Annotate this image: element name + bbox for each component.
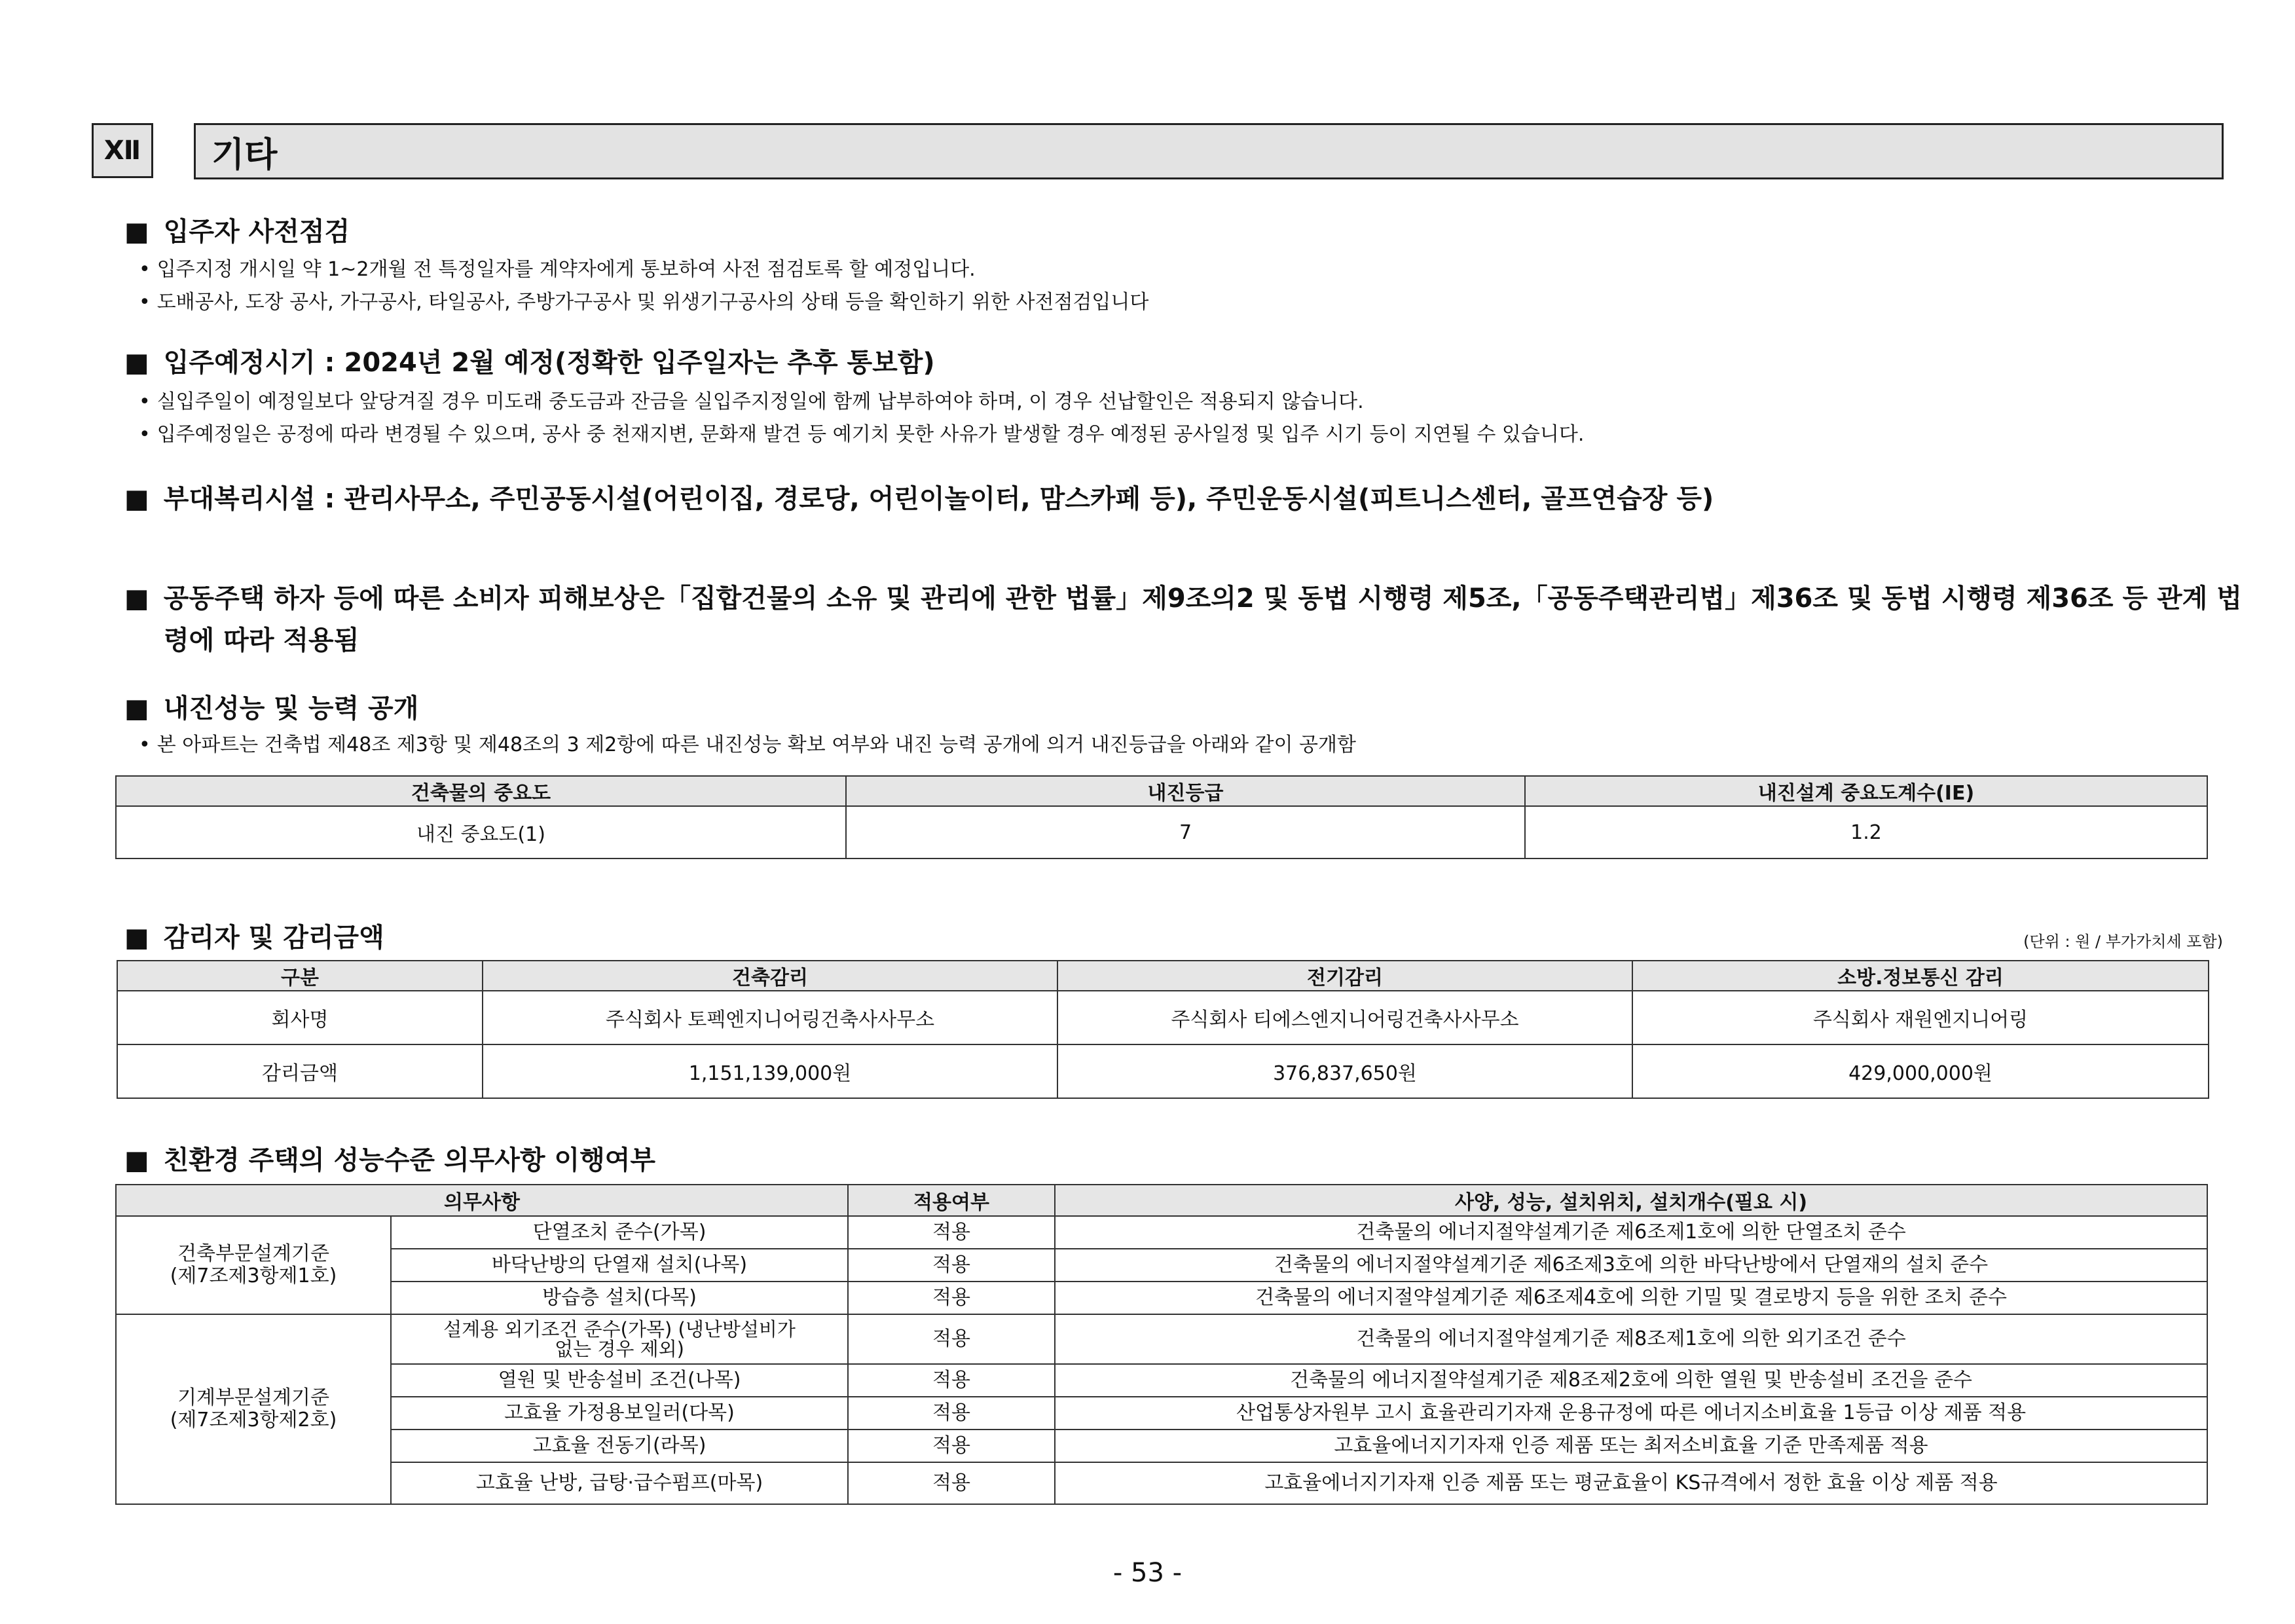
cell-line: 없는 경우 제외)	[555, 1338, 684, 1360]
table-header: 소방.정보통신 감리	[1632, 961, 2209, 991]
square-bullet-icon: ■	[124, 217, 149, 247]
table-header: 건축물의 중요도	[116, 776, 846, 806]
table-cell: 주식회사 토펙엔지니어링건축사사무소	[483, 991, 1057, 1044]
cell-line: 설계용 외기조건 준수(가목) (냉난방설비가	[443, 1318, 796, 1340]
heading-text: 입주자 사전점검	[163, 217, 350, 247]
chapter-number: Ⅻ	[92, 123, 153, 178]
section-heading-eco	[124, 1139, 655, 1181]
table-cell: 1,151,139,000원	[483, 1044, 1057, 1098]
table-cell: 429,000,000원	[1632, 1044, 2209, 1098]
seismic-table	[115, 775, 2208, 859]
group-label-line: (제7조제3항제1호)	[170, 1264, 337, 1287]
chapter-title: 기타	[194, 123, 2224, 179]
section-heading-supervisor	[124, 917, 384, 959]
square-bullet-icon: ■	[124, 923, 149, 953]
table-cell: 건축물의 에너지절약설계기준 제6조제4호에 의한 기밀 및 결로방지 등을 위한 조치 준수	[1055, 1282, 2207, 1314]
table-cell: 적용	[848, 1364, 1055, 1397]
table-cell: 고효율 전동기(라목)	[391, 1430, 848, 1462]
heading-text: 내진성능 및 능력 공개	[163, 693, 419, 724]
supervisor-table	[117, 960, 2209, 1099]
section-heading-facilities	[124, 478, 1714, 520]
section-heading-move-in	[124, 342, 935, 384]
heading-text: 부대복리시설 : 관리사무소, 주민공동시설(어린이집, 경로당, 어린이놀이터, 맘스카페 등), 주민운동시설(피트니스센터, 골프연습장 등)	[163, 484, 1714, 514]
table-cell: 바닥난방의 단열재 설치(나목)	[391, 1249, 848, 1282]
table-cell: 적용	[848, 1397, 1055, 1430]
table-cell: 1.2	[1525, 806, 2207, 858]
bullet-dot-icon: •	[139, 291, 151, 314]
table-cell: 감리금액	[117, 1044, 483, 1098]
bullet-text: 입주예정일은 공정에 따라 변경될 수 있으며, 공사 중 천재지변, 문화재 발견 등 예기치 못한 사유가 발생할 경우 예정된 공사일정 및 입주 시기 등이 지연될 수 있습니다.	[156, 423, 1585, 446]
table-cell: 건축물의 에너지절약설계기준 제8조제2호에 의한 열원 및 반송설비 조건을 준수	[1055, 1364, 2207, 1397]
table-header: 사양, 성능, 설치위치, 설치개수(필요 시)	[1055, 1185, 2207, 1216]
bullet-dot-icon: •	[139, 390, 151, 413]
table-cell: 적용	[848, 1282, 1055, 1314]
heading-text: 감리자 및 감리금액	[163, 923, 384, 953]
table-cell: 적용	[848, 1430, 1055, 1462]
page-number: - 53 -	[1112, 1558, 1183, 1588]
table-cell: 내진 중요도(1)	[116, 806, 846, 858]
bullet-dot-icon: •	[139, 733, 151, 756]
section-heading-defect	[124, 578, 2246, 661]
table-header: 구분	[117, 961, 483, 991]
bullet-item	[139, 729, 1356, 761]
bullet-item	[139, 386, 1364, 418]
group-label-line: 기계부문설계기준	[177, 1386, 329, 1409]
table-header: 내진등급	[846, 776, 1525, 806]
bullet-text: 실입주일이 예정일보다 앞당겨질 경우 미도래 중도금과 잔금을 실입주지정일에 함께 납부하여야 하며, 이 경우 선납할인은 적용되지 않습니다.	[156, 390, 1364, 413]
table-cell: 건축물의 에너지절약설계기준 제6조제3호에 의한 바닥난방에서 단열재의 설치 준수	[1055, 1249, 2207, 1282]
table-cell: 건축물의 에너지절약설계기준 제8조제1호에 의한 외기조건 준수	[1055, 1314, 2207, 1364]
table-cell: 고효율 가정용보일러(다목)	[391, 1397, 848, 1430]
table-cell: 주식회사 티에스엔지니어링건축사사무소	[1057, 991, 1632, 1044]
table-cell: 방습층 설치(다목)	[391, 1282, 848, 1314]
group-label-line: (제7조제3항제2호)	[170, 1409, 337, 1431]
square-bullet-icon: ■	[124, 1145, 149, 1175]
bullet-item	[139, 419, 1584, 451]
heading-text: 공동주택 하자 등에 따른 소비자 피해보상은「집합건물의 소유 및 관리에 관한 법률」제9조의2 및 동법 시행령 제5조,「공동주택관리법」제36조 및 동법 시행령 제36조 등 관계 법령에 따라 적용됨	[163, 583, 2242, 655]
square-bullet-icon: ■	[124, 693, 149, 724]
table-cell: 고효율에너지기자재 인증 제품 또는 최저소비효율 기준 만족제품 적용	[1055, 1430, 2207, 1462]
table-cell: 7	[846, 806, 1525, 858]
unit-note: (단위 : 원 / 부가가치세 포함)	[2023, 932, 2223, 951]
table-header: 건축감리	[483, 961, 1057, 991]
table-header: 내진설계 중요도계수(IE)	[1525, 776, 2207, 806]
table-cell: 적용	[848, 1314, 1055, 1364]
table-header: 적용여부	[848, 1185, 1055, 1216]
table-cell: 적용	[848, 1249, 1055, 1282]
bullet-item	[139, 287, 1148, 318]
table-cell: 산업통상자원부 고시 효율관리기자재 운용규정에 따른 에너지소비효율 1등급 이상 제품 적용	[1055, 1397, 2207, 1430]
square-bullet-icon: ■	[124, 348, 149, 378]
table-cell: 적용	[848, 1462, 1055, 1504]
bullet-dot-icon: •	[139, 258, 151, 281]
section-heading-seismic	[124, 688, 418, 729]
table-cell: 고효율에너지기자재 인증 제품 또는 평균효율이 KS규격에서 정한 효율 이상 제품 적용	[1055, 1462, 2207, 1504]
heading-text: 입주예정시기 : 2024년 2월 예정(정확한 입주일자는 추후 통보함)	[163, 348, 935, 378]
bullet-item	[139, 254, 976, 286]
group-label-mechanical	[116, 1314, 391, 1504]
bullet-text: 도배공사, 도장 공사, 가구공사, 타일공사, 주방가구공사 및 위생기구공사의 상태 등을 확인하기 위한 사전점검입니다	[156, 291, 1149, 314]
table-header: 의무사항	[116, 1185, 848, 1216]
table-cell: 열원 및 반송설비 조건(나목)	[391, 1364, 848, 1397]
group-label-architecture	[116, 1216, 391, 1314]
group-label-line: 건축부문설계기준	[177, 1242, 329, 1265]
bullet-dot-icon: •	[139, 423, 151, 446]
eco-table	[115, 1184, 2208, 1505]
table-cell: 건축물의 에너지절약설계기준 제6조제1호에 의한 단열조치 준수	[1055, 1216, 2207, 1249]
section-heading-inspection	[124, 211, 350, 253]
bullet-text: 본 아파트는 건축법 제48조 제3항 및 제48조의 3 제2항에 따른 내진성능 확보 여부와 내진 능력 공개에 의거 내진등급을 아래와 같이 공개함	[156, 733, 1356, 756]
square-bullet-icon: ■	[124, 583, 149, 614]
heading-text: 친환경 주택의 성능수준 의무사항 이행여부	[163, 1145, 656, 1175]
table-cell: 단열조치 준수(가목)	[391, 1216, 848, 1249]
table-cell: 적용	[848, 1216, 1055, 1249]
square-bullet-icon: ■	[124, 484, 149, 514]
table-cell: 376,837,650원	[1057, 1044, 1632, 1098]
table-cell: 회사명	[117, 991, 483, 1044]
table-cell	[391, 1314, 848, 1364]
table-cell: 주식회사 재원엔지니어링	[1632, 991, 2209, 1044]
table-header: 전기감리	[1057, 961, 1632, 991]
table-cell: 고효율 난방, 급탕·급수펌프(마목)	[391, 1462, 848, 1504]
bullet-text: 입주지정 개시일 약 1~2개월 전 특정일자를 계약자에게 통보하여 사전 점검토록 할 예정입니다.	[156, 258, 976, 281]
